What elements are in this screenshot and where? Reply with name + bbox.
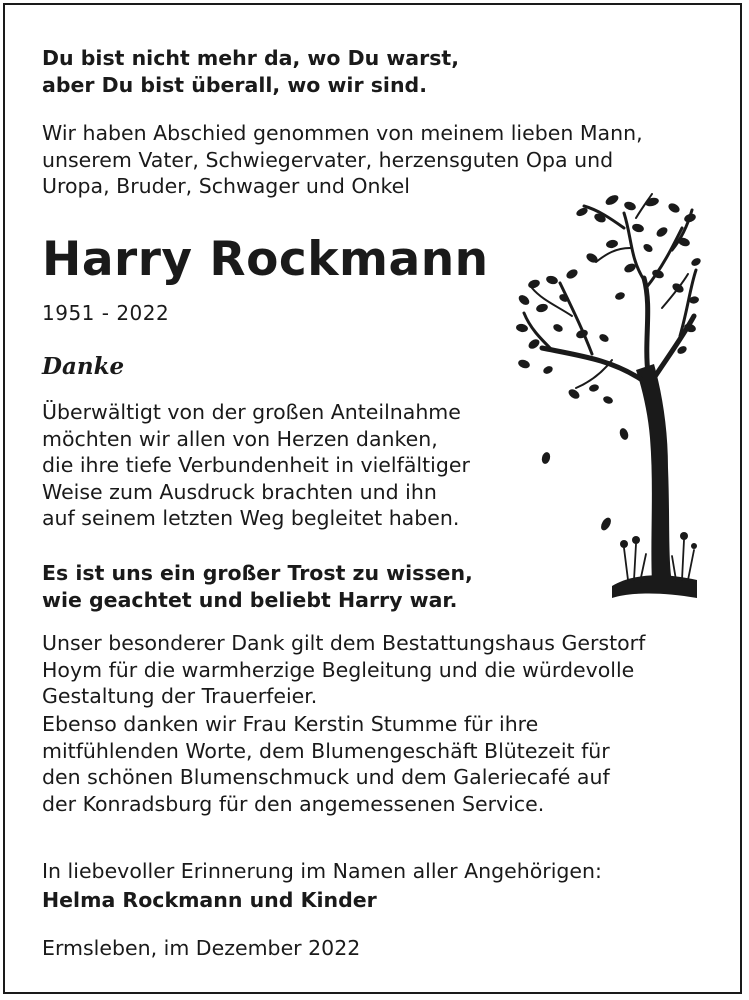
thanks-line: auf seinem letzten Weg begleitet haben. (42, 506, 460, 530)
life-dates: 1951 - 2022 (42, 301, 170, 325)
closing-text: In liebevoller Erinnerung im Namen aller Angehörigen: (42, 859, 602, 883)
memorial-quote (42, 45, 459, 98)
special-thanks-text (42, 630, 645, 710)
special-thanks-line: Hoym für die warmherzige Begleitung und die würdevolle (42, 657, 635, 682)
also-thanks-line: der Konradsburg für den angemessenen Service. (42, 791, 545, 816)
comfort-line: Es ist uns ein großer Trost zu wissen, (42, 561, 473, 585)
comfort-line: wie geachtet und beliebt Harry war. (42, 587, 458, 612)
thanks-line: Weise zum Ausdruck brachten und ihn (42, 479, 437, 504)
also-thanks-line: Ebenso danken wir Frau Kerstin Stumme für ihre (42, 712, 539, 736)
signature: Helma Rockmann und Kinder (42, 888, 377, 912)
quote-line: aber Du bist überall, wo wir sind. (42, 72, 427, 97)
special-thanks-line: Gestaltung der Trauerfeier. (42, 684, 318, 708)
thanks-heading: Danke (42, 353, 125, 380)
thanks-line: Überwältigt von der großen Anteilnahme (42, 400, 461, 424)
comfort-text (42, 560, 473, 613)
intro-line: unserem Vater, Schwiegervater, herzensguten Opa und (42, 147, 614, 172)
thanks-text (42, 399, 470, 532)
tree-silhouette-icon (512, 188, 702, 608)
thanks-line: die ihre tiefe Verbundenheit in vielfältiger (42, 453, 470, 477)
also-thanks-line: mitfühlenden Worte, dem Blumengeschäft Blütezeit für (42, 738, 610, 763)
intro-line: Uropa, Bruder, Schwager und Onkel (42, 174, 410, 198)
special-thanks-line: Unser besonderer Dank gilt dem Bestattungshaus Gerstorf (42, 631, 646, 655)
place-date: Ermsleben, im Dezember 2022 (42, 936, 361, 960)
deceased-name: Harry Rockmann (42, 232, 489, 287)
also-thanks-text (42, 711, 610, 817)
intro-line: Wir haben Abschied genommen von meinem lieben Mann, (42, 121, 643, 145)
quote-line: Du bist nicht mehr da, wo Du warst, (42, 46, 460, 70)
also-thanks-line: den schönen Blumenschmuck und dem Galeriecafé auf (42, 765, 610, 789)
thanks-line: möchten wir allen von Herzen danken, (42, 426, 438, 451)
